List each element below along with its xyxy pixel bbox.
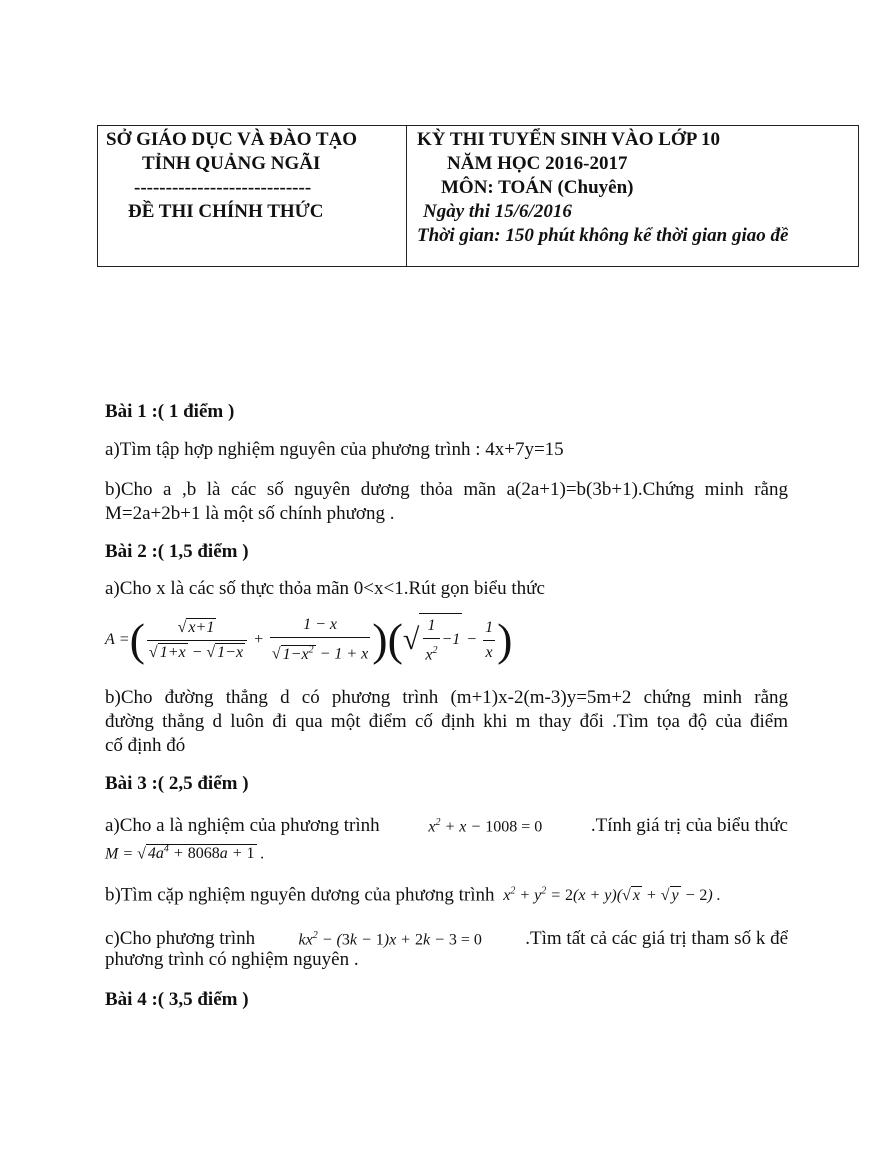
bai3-part-b — [105, 880, 788, 908]
bai3-b-equation: $x^2 + y^2 = 2(x + y)(√$ x + √ y − 2) . — [499, 886, 721, 905]
exam-duration: Thời gian: 150 phút không kể thời gian giao đề — [417, 225, 789, 246]
bai1-part-b-line1: b)Cho a ,b là các số nguyên dương thỏa mãn a(2a+1)=b(3b+1).Chứng minh rằng — [105, 479, 788, 500]
bai3-a-equation: $x^2 + x - 1008 = 0$ — [428, 817, 543, 836]
bai2-part-b-line1: b)Cho đường thẳng d có phương trình (m+1)x-2(m-3)y=5m+2 chứng minh rằng — [105, 687, 788, 708]
bai2-part-a: a)Cho x là các số thực thỏa mãn 0<x<1.Rút gọn biểu thức — [105, 578, 545, 599]
subject: MÔN: TOÁN (Chuyên) — [441, 177, 634, 198]
exam-header-table — [97, 125, 859, 267]
province-name: TỈNH QUẢNG NGÃI — [142, 153, 321, 174]
exam-title: KỲ THI TUYỂN SINH VÀO LỚP 10 — [417, 129, 721, 150]
bai3-a-expression-M: M = √ $4a^4 + 8068a + 1$ . — [105, 844, 265, 863]
bai3-title: Bài 3 :( 2,5 điểm ) — [105, 773, 249, 794]
bai2-part-b-line2: đường thẳng d luôn đi qua một điểm cố định khi m thay đổi .Tìm tọa độ của điểm — [105, 711, 788, 732]
bai3-part-a-line1 — [105, 811, 788, 839]
school-year: NĂM HỌC 2016-2017 — [447, 153, 628, 174]
bai3-part-c-line2: phương trình có nghiệm nguyên . — [105, 949, 359, 970]
department-name: SỞ GIÁO DỤC VÀ ĐÀO TẠO — [106, 129, 358, 150]
bai3-c-text-post: .Tìm tất cả các giá trị tham số k để — [525, 928, 788, 950]
divider-dashes: ---------------------------- — [134, 177, 312, 198]
fraction-1: $\frac{√ x+1}{√ 1+x - √ 1-x}$ — [147, 616, 247, 665]
bai3-b-text: b)Tìm cặp nghiệm nguyên dương của phương trình — [105, 884, 495, 906]
bai3-a-text-post: .Tính giá trị của biểu thức — [590, 815, 788, 837]
exam-date: Ngày thi 15/6/2016 — [423, 201, 572, 222]
header-left-cell — [98, 126, 407, 266]
bai3-c-equation: $kx^2 - (3k - 1)x + 2k - 3 = 0$ — [298, 930, 482, 949]
bai1-part-a: a)Tìm tập hợp nghiệm nguyên của phương trình : 4x+7y=15 — [105, 439, 564, 460]
bai2-expression-A: A = ( $\frac{√ x+1}{√ 1+x - √ 1-x}$ + $\frac{1 - x}{√ 1-x^2 - 1 + x}$ ) ( √ $\frac{1}{x^2}$ −1 − $\frac{1}{x}$ ) — [105, 612, 788, 668]
bai2-title: Bài 2 :( 1,5 điểm ) — [105, 541, 249, 562]
fraction-2: $\frac{1 - x}{√ 1-x^2 - 1 + x}$ — [270, 613, 370, 666]
bai1-part-b-line2: M=2a+2b+1 là một số chính phương . — [105, 503, 395, 524]
official-exam-label: ĐỀ THI CHÍNH THỨC — [128, 201, 324, 222]
bai4-title: Bài 4 :( 3,5 điểm ) — [105, 989, 249, 1010]
bai1-title: Bài 1 :( 1 điểm ) — [105, 401, 235, 422]
header-right-cell — [407, 126, 858, 266]
bai2-part-b-line3: cố định đó — [105, 735, 186, 756]
bai3-a-text-pre: a)Cho a là nghiệm của phương trình — [105, 815, 380, 837]
bai3-c-text-pre: c)Cho phương trình — [105, 928, 256, 950]
